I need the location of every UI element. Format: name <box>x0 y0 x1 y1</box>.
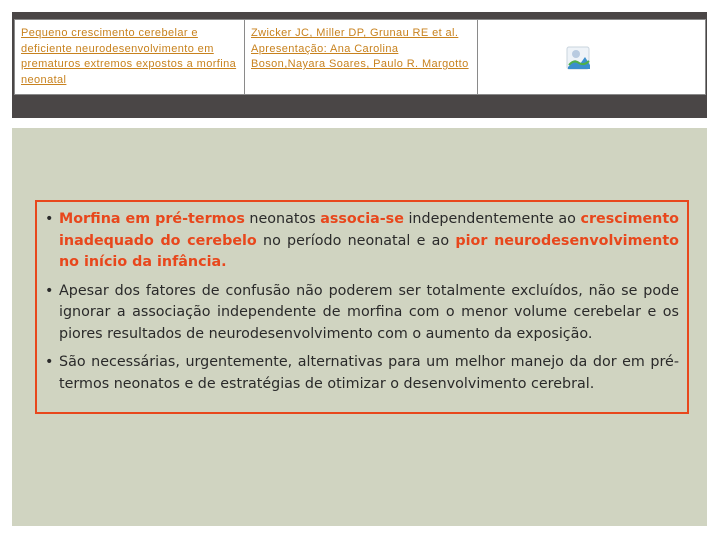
body-text: no período neonatal e ao <box>256 232 456 249</box>
authors-link[interactable]: Zwicker JC, Miller DP, Grunau RE et al. Apresentação: Ana Carolina Boson,Nayara Soares, Paulo R. Margotto <box>245 20 478 94</box>
article-title-link[interactable]: Pequeno crescimento cerebelar e deficiente neurodesenvolvimento em prematuros extremos expostos a morfina neonatal <box>15 20 245 94</box>
header-table <box>14 19 706 95</box>
highlight-text: associa-se <box>320 211 404 227</box>
bullet-dot: • <box>45 282 54 299</box>
bullet-dot: • <box>45 211 54 227</box>
bullet-alternatives-needed <box>45 352 679 395</box>
highlight-text: pior neurodesenvolvimento no início da infância. <box>59 232 680 270</box>
bullet-text: São necessárias, urgentemente, alternativas para um melhor manejo da dor em pré-termos neonatos e de estratégias de otimizar o desenvolvimento cerebral. <box>59 354 679 392</box>
highlight-text: crescimento inadequado do cerebelo <box>59 211 680 249</box>
bullet-text: Apesar dos fatores de confusão não poderem ser totalmente excluídos, não se pode ignorar a associação independente de morfina com o menor volume cerebelar e os piores resultados de neurodesenvolvimento com o aumento da exposição. <box>59 282 679 342</box>
bullet-dot: • <box>45 354 54 370</box>
highlight-text: Morfina em pré-termos <box>59 211 245 227</box>
body-text: independentemente ao <box>403 211 581 227</box>
bullet-confounding-factors <box>45 281 679 346</box>
bullet-morphine-association <box>45 209 679 274</box>
body-text: neonatos <box>244 211 321 227</box>
broken-image-icon <box>565 44 593 72</box>
summary-box <box>35 200 689 414</box>
